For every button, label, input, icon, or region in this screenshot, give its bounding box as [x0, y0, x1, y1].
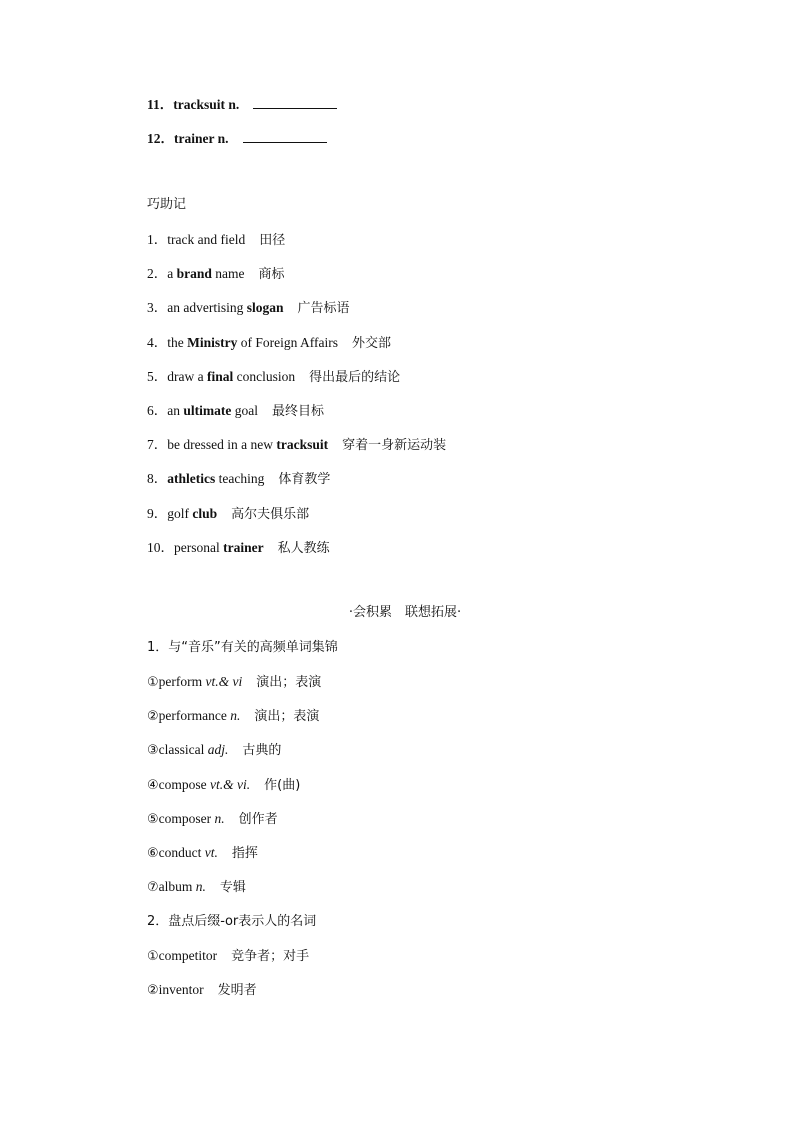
group-title: 2．盘点后缀-or表示人的名词 — [147, 914, 317, 929]
item-number: 4． — [147, 334, 168, 350]
item-number: 3． — [147, 300, 168, 316]
phrase-text: of Foreign Affairs — [237, 334, 338, 350]
item-number: 10． — [147, 539, 174, 555]
memory-item — [147, 539, 330, 558]
group-title: 1．与“音乐”有关的高频单词集锦 — [147, 640, 338, 655]
chinese-meaning: 演出；表演 — [256, 675, 322, 690]
chinese-meaning: 指挥 — [231, 846, 258, 861]
chinese-meaning: 古典的 — [242, 743, 282, 759]
vocab-item — [147, 96, 337, 114]
item-number: 8． — [147, 471, 168, 487]
phrase-text: an — [167, 403, 184, 418]
memory-section-title: 巧助记 — [147, 197, 187, 212]
memory-item — [147, 334, 391, 353]
item-number: 11． — [147, 97, 174, 112]
english-word: inventor — [158, 982, 204, 998]
circled-number: ① — [147, 949, 159, 964]
vocab-entry — [147, 981, 257, 1000]
circled-number: ② — [147, 709, 159, 725]
phrase-text: goal — [231, 403, 258, 418]
phrase-keyword: trainer — [223, 539, 264, 555]
english-word: classical — [158, 742, 208, 758]
part-of-speech: n. — [230, 708, 241, 724]
phrase-text: conclusion — [233, 368, 296, 384]
vocab-entry — [147, 844, 258, 863]
section-heading: ·会积累 联想拓展· — [348, 605, 462, 620]
memory-item — [147, 470, 330, 489]
chinese-meaning: 外交部 — [352, 335, 392, 351]
chinese-meaning: 穿着一身新运动装 — [342, 438, 447, 454]
phrase-keyword: final — [206, 368, 234, 384]
phrase-keyword: ultimate — [183, 403, 232, 418]
vocab-word: tracksuit n. — [173, 97, 240, 112]
part-of-speech: vt.& vi. — [210, 776, 251, 792]
vocab-entry — [147, 878, 246, 897]
memory-item — [147, 436, 446, 455]
vocab-entry — [147, 776, 300, 795]
vocab-entry — [147, 707, 319, 726]
item-number: 7． — [147, 437, 168, 453]
item-number: 12． — [147, 131, 174, 146]
answer-blank[interactable] — [243, 130, 327, 143]
chinese-meaning: 创作者 — [238, 811, 278, 827]
vocab-entry — [147, 947, 309, 966]
item-number: 6． — [147, 403, 168, 418]
phrase-text: teaching — [215, 471, 265, 487]
phrase-keyword: brand — [176, 266, 212, 282]
item-number: 5． — [147, 368, 168, 384]
chinese-meaning: 体育教学 — [278, 472, 331, 488]
vocab-word: trainer n. — [174, 131, 229, 146]
phrase-text: personal — [174, 539, 224, 555]
phrase-keyword: slogan — [246, 300, 284, 316]
phrase-text: track and field — [167, 232, 246, 247]
item-number: 2． — [147, 266, 168, 282]
memory-item — [147, 265, 285, 284]
vocab-entry — [147, 810, 278, 829]
phrase-text: golf — [167, 505, 193, 521]
chinese-meaning: 作(曲) — [264, 777, 301, 793]
chinese-meaning: 商标 — [258, 267, 285, 283]
chinese-meaning: 田径 — [259, 233, 286, 248]
circled-number: ④ — [147, 777, 159, 793]
english-word: competitor — [158, 948, 218, 963]
circled-number: ③ — [147, 743, 159, 759]
memory-item — [147, 299, 350, 318]
answer-blank[interactable] — [253, 96, 337, 109]
chinese-meaning: 专辑 — [219, 880, 246, 896]
phrase-keyword: athletics — [167, 471, 216, 487]
chinese-meaning: 高尔夫俱乐部 — [231, 506, 310, 522]
part-of-speech: adj. — [207, 742, 229, 758]
item-number: 9． — [147, 505, 168, 521]
phrase-text: the — [167, 334, 188, 350]
chinese-meaning: 最终目标 — [272, 404, 325, 419]
memory-item — [147, 368, 400, 387]
vocab-item — [147, 130, 327, 148]
english-word: performance — [158, 708, 231, 724]
part-of-speech: vt.& vi — [205, 674, 243, 689]
phrase-keyword: tracksuit — [276, 437, 329, 453]
chinese-meaning: 得出最后的结论 — [309, 369, 401, 385]
phrase-text: a — [167, 266, 177, 282]
phrase-text: draw a — [167, 368, 207, 384]
english-word: compose — [158, 776, 211, 792]
item-number: 1． — [147, 232, 168, 247]
circled-number: ② — [147, 983, 159, 999]
circled-number: ⑦ — [147, 880, 159, 896]
phrase-keyword: Ministry — [187, 334, 238, 350]
english-word: composer — [158, 810, 215, 826]
memory-item — [147, 505, 309, 524]
vocab-entry — [147, 741, 281, 760]
memory-item — [147, 402, 324, 421]
vocab-entry — [147, 673, 321, 692]
chinese-meaning: 发明者 — [217, 983, 257, 999]
english-word: conduct — [158, 845, 205, 860]
phrase-text: name — [211, 266, 245, 282]
phrase-text: an advertising — [167, 300, 247, 316]
chinese-meaning: 演出；表演 — [254, 709, 320, 725]
english-word: perform — [158, 674, 206, 689]
chinese-meaning: 私人教练 — [277, 540, 330, 556]
circled-number: ① — [147, 675, 159, 690]
memory-item — [147, 231, 285, 250]
part-of-speech: n. — [195, 879, 206, 895]
phrase-keyword: club — [192, 505, 218, 521]
chinese-meaning: 竞争者；对手 — [231, 949, 310, 964]
chinese-meaning: 广告标语 — [297, 301, 350, 317]
part-of-speech: n. — [214, 810, 225, 826]
part-of-speech: vt. — [204, 845, 218, 860]
circled-number: ⑤ — [147, 811, 159, 827]
phrase-text: be dressed in a new — [167, 437, 277, 453]
circled-number: ⑥ — [147, 846, 159, 861]
english-word: album — [158, 879, 196, 895]
